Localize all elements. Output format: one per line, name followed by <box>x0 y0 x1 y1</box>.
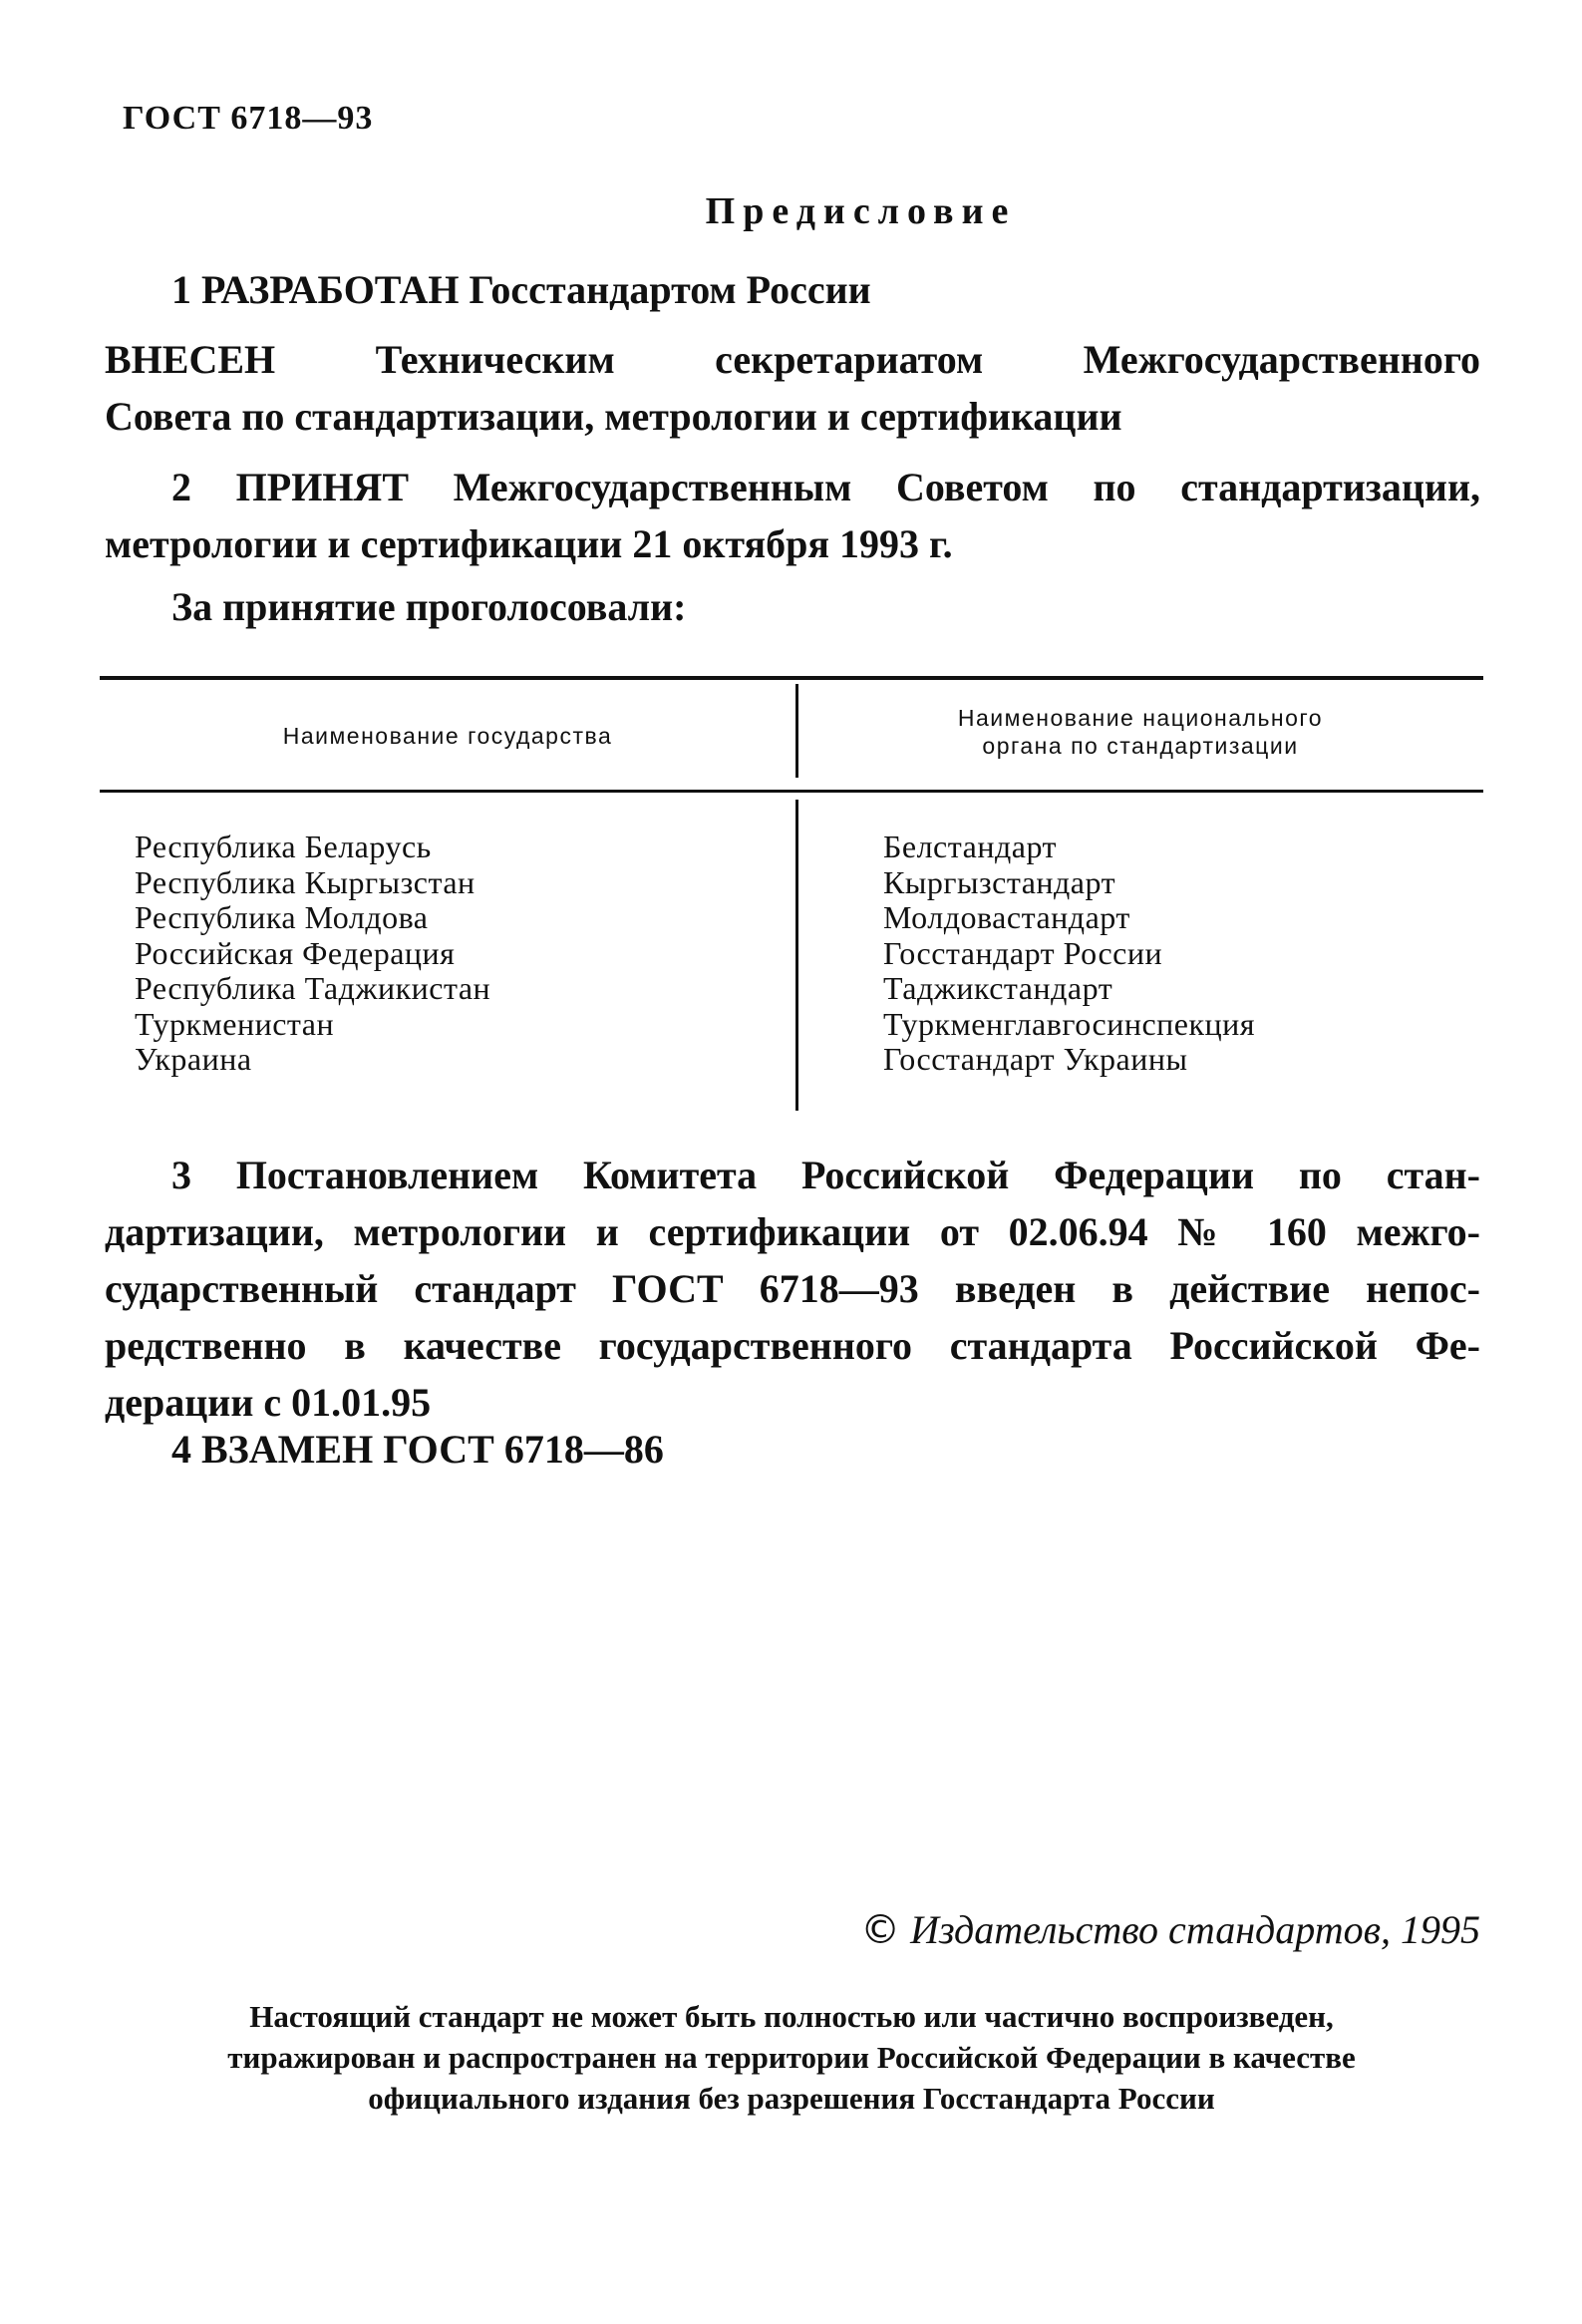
resolution-line-3: сударственный стандарт ГОСТ 6718—93 введен в действие непос- <box>105 1266 1480 1311</box>
table-cell-body: Белстандарт <box>883 829 1057 864</box>
resolution-line-1: 3 Постановлением Комитета Российской Федерации по стан- <box>171 1153 1480 1197</box>
table-header-state: Наименование государства <box>282 723 613 749</box>
resolution-line-4: редственно в качестве государственного стандарта Российской Фе- <box>105 1323 1480 1368</box>
table-cell-body: Молдовастандарт <box>883 899 1130 935</box>
table-header-body-line-2: органа по стандартизации <box>982 733 1299 759</box>
table-cell-state: Республика Молдова <box>135 899 429 935</box>
table-cell-state: Республика Беларусь <box>135 829 432 864</box>
copyright-text: Издательство стандартов, 1995 <box>910 1907 1480 1952</box>
introduced-line-1: ВНЕСЕН Техническим секретариатом Межгосударственного <box>105 337 1480 382</box>
introduced-paragraph <box>105 331 1480 445</box>
resolution-line-5: дерации с 01.01.95 <box>105 1380 432 1425</box>
resolution-paragraph <box>105 1147 1480 1431</box>
table-header-rule <box>100 790 1483 793</box>
table-column-states <box>135 830 490 1078</box>
table-cell-body: Таджикстандарт <box>883 970 1113 1006</box>
table-cell-body: Туркменглавгосинспекция <box>883 1005 1255 1042</box>
adopted-paragraph <box>105 459 1480 572</box>
resolution-line-2: дартизации, метрологии и сертификации от 02.06.94 № 160 межго- <box>105 1209 1480 1254</box>
notice-line-3: официального издания без разрешения Госстандарта России <box>368 2081 1215 2116</box>
document-code: ГОСТ 6718—93 <box>123 100 374 137</box>
table-cell-body: Госстандарт России <box>883 934 1163 971</box>
developed-paragraph: 1 РАЗРАБОТАН Госстандартом России <box>171 267 871 312</box>
table-top-rule <box>100 676 1483 680</box>
voted-title: За принятие проголосовали: <box>171 584 687 629</box>
notice-line-1: Настоящий стандарт не может быть полностью или частично воспроизведен, <box>249 1999 1334 2034</box>
reproduction-notice <box>100 1996 1483 2119</box>
replaces-paragraph: 4 ВЗАМЕН ГОСТ 6718—86 <box>171 1427 664 1472</box>
table-cell-state: Республика Кыргызстан <box>135 863 475 900</box>
table-cell-body: Кыргызстандарт <box>883 863 1116 900</box>
page-title: Предисловие <box>705 190 1017 232</box>
table-column-bodies <box>883 830 1255 1078</box>
table-cell-body: Госстандарт Украины <box>883 1041 1188 1077</box>
table-cell-state: Российская Федерация <box>135 934 456 971</box>
table-header-body-line-1: Наименование национального <box>957 705 1324 731</box>
table-cell-state: Республика Таджикистан <box>135 970 491 1006</box>
adopted-line-1: 2 ПРИНЯТ Межгосударственным Советом по стандартизации, <box>171 465 1480 509</box>
introduced-line-2: Совета по стандартизации, метрологии и сертификации <box>105 394 1122 439</box>
notice-line-2: тиражирован и распространен на территории Российской Федерации в качестве <box>227 2040 1356 2075</box>
adopted-line-2: метрологии и сертификации 21 октября 1993 г. <box>105 521 953 566</box>
table-header-body <box>797 704 1483 760</box>
copyright-line <box>860 1906 1480 1953</box>
table-cell-state: Украина <box>135 1041 252 1077</box>
table-body-divider <box>795 800 798 1111</box>
copyright-icon: © <box>860 1907 901 1953</box>
table-cell-state: Туркменистан <box>135 1005 335 1042</box>
